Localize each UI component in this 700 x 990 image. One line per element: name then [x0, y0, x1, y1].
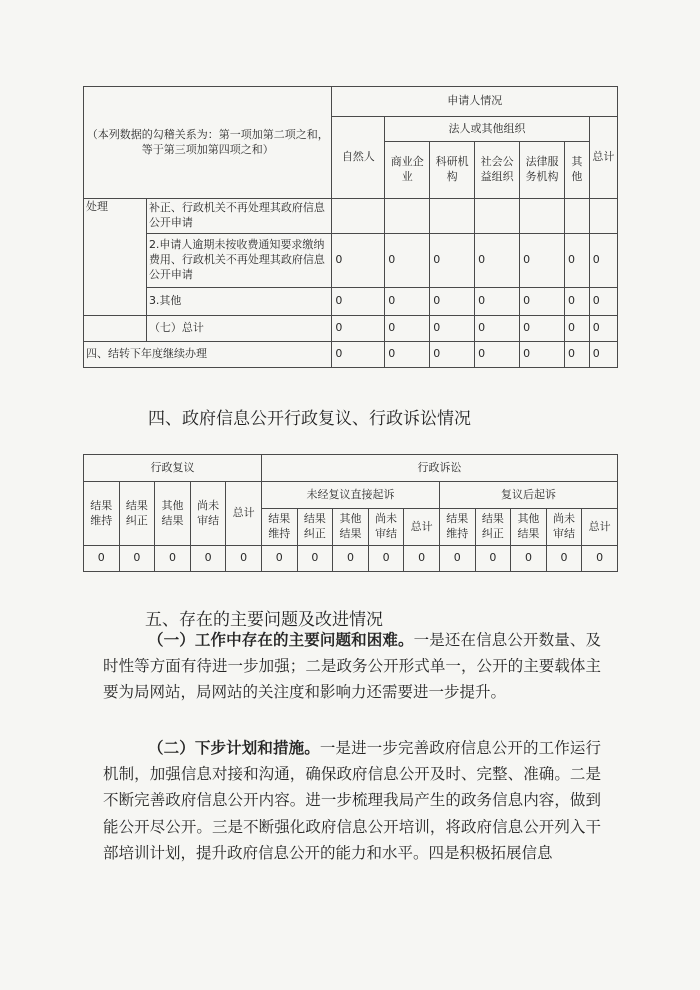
- table-cell: [430, 199, 475, 234]
- table-cell: 0: [226, 546, 262, 572]
- col-header-legal-service: 法律服务机构: [520, 142, 565, 199]
- table-cell: [565, 199, 590, 234]
- col-header: 结果维持: [439, 509, 475, 546]
- table-cell: 0: [520, 316, 565, 342]
- table-cell: 0: [582, 546, 618, 572]
- review-header: 行政复议: [84, 455, 262, 482]
- paragraph-body: 一是进一步完善政府信息公开的工作运行机制，加强信息对接和沟通，确保政府信息公开及时、完整、准确。二是不断完善政府信息公开内容。进一步梳理我局产生的政务信息内容，做到能公开尽公开。三是不断强化政府信息公开培训，将政府信息公开列入干部培训计划，提升政府信息公开的能力和水平。四是积极拓展信息: [103, 739, 601, 862]
- col-header: 总计: [226, 482, 262, 546]
- table-cell: 0: [155, 546, 191, 572]
- applicant-status-header: 申请人情况: [332, 87, 618, 117]
- table-cell: [475, 199, 520, 234]
- table-cell: 0: [333, 546, 369, 572]
- col-header-research: 科研机构: [430, 142, 475, 199]
- paragraph-plans: [103, 735, 601, 866]
- table-cell: 0: [589, 342, 617, 368]
- col-header-public-welfare: 社会公益组织: [475, 142, 520, 199]
- col-header: 结果维持: [261, 509, 297, 546]
- total-header: 总计: [589, 117, 617, 199]
- table-cell: [332, 199, 385, 234]
- table-cell: 0: [368, 546, 404, 572]
- col-header: 尚未审结: [190, 482, 226, 546]
- row-label: 3.其他: [146, 288, 331, 316]
- litigation-header: 行政诉讼: [261, 455, 617, 482]
- section-5-title: 五、存在的主要问题及改进情况: [145, 610, 383, 630]
- table-cell: 0: [565, 234, 590, 288]
- after-review-header: 复议后起诉: [439, 482, 617, 509]
- table-cell: 0: [332, 288, 385, 316]
- table-cell: 0: [385, 234, 430, 288]
- col-header: 其他结果: [333, 509, 369, 546]
- table-cell: 0: [385, 342, 430, 368]
- table-cell: 0: [430, 234, 475, 288]
- table-cell: 0: [385, 316, 430, 342]
- table-cell: 0: [119, 546, 155, 572]
- table-cell: [520, 199, 565, 234]
- col-header: 尚未审结: [368, 509, 404, 546]
- carryover-label: 四、结转下年度继续办理: [84, 342, 332, 368]
- table-cell: 0: [589, 234, 617, 288]
- col-header: 结果纠正: [297, 509, 333, 546]
- col-header: 总计: [582, 509, 618, 546]
- review-litigation-table: [83, 454, 618, 572]
- table-cell: 0: [385, 288, 430, 316]
- col-header: 其他结果: [155, 482, 191, 546]
- subtotal-label: （七）总计: [146, 316, 331, 342]
- table-cell: 0: [511, 546, 547, 572]
- paragraph-problems: [103, 627, 601, 706]
- table-cell: 0: [430, 342, 475, 368]
- table-cell: 0: [332, 234, 385, 288]
- table-cell: 0: [589, 316, 617, 342]
- table-cell: 0: [261, 546, 297, 572]
- paragraph-body: 一是还在信息公开数量、及时性等方面有待进一步加强；二是政务公开形式单一，公开的主要载体主要为局网站，局网站的关注度和影响力还需要进一步提升。: [103, 631, 601, 702]
- table-note: （本列数据的勾稽关系为：第一项加第二项之和，等于第三项加第四项之和）: [84, 87, 332, 199]
- table-cell: 0: [475, 234, 520, 288]
- table-cell: 0: [475, 316, 520, 342]
- section-4-title: 四、政府信息公开行政复议、行政诉讼情况: [148, 409, 471, 429]
- table-cell: 0: [565, 342, 590, 368]
- table-cell: 0: [404, 546, 440, 572]
- table-cell: 0: [520, 288, 565, 316]
- table-cell: 0: [297, 546, 333, 572]
- table-cell: 0: [430, 288, 475, 316]
- col-header: 结果纠正: [475, 509, 511, 546]
- col-header: 总计: [404, 509, 440, 546]
- col-header: 其他结果: [511, 509, 547, 546]
- table-cell: 0: [546, 546, 582, 572]
- table-cell: 0: [439, 546, 475, 572]
- table-cell: 0: [475, 288, 520, 316]
- natural-person-header: 自然人: [332, 117, 385, 199]
- table-cell: 0: [589, 288, 617, 316]
- paragraph-heading: （一）工作中存在的主要问题和困难。: [148, 630, 414, 649]
- table-cell: 0: [475, 342, 520, 368]
- col-header: 结果纠正: [119, 482, 155, 546]
- col-header: 结果维持: [84, 482, 120, 546]
- legal-group-header: 法人或其他组织: [385, 117, 590, 142]
- table-cell: 0: [565, 288, 590, 316]
- row-label: 2.申请人逾期未按收费通知要求缴纳费用、行政机关不再处理其政府信息公开申请: [146, 234, 331, 288]
- application-processing-table: [83, 86, 618, 368]
- table-cell: 0: [332, 316, 385, 342]
- paragraph-heading: （二）下步计划和措施。: [148, 738, 320, 757]
- table-cell: [385, 199, 430, 234]
- direct-suit-header: 未经复议直接起诉: [261, 482, 439, 509]
- col-header: 尚未审结: [546, 509, 582, 546]
- table-cell: 0: [430, 316, 475, 342]
- table-cell: 0: [332, 342, 385, 368]
- table-cell: 0: [565, 316, 590, 342]
- table-cell: 0: [520, 342, 565, 368]
- table-cell: 0: [190, 546, 226, 572]
- col-header-other: 其他: [565, 142, 590, 199]
- col-header-business: 商业企业: [385, 142, 430, 199]
- row-label: 补正、行政机关不再处理其政府信息公开申请: [146, 199, 331, 234]
- processing-label: 处理: [84, 199, 147, 316]
- table-cell: 0: [84, 546, 120, 572]
- table-cell: 0: [475, 546, 511, 572]
- table-cell: 0: [520, 234, 565, 288]
- table-cell: [589, 199, 617, 234]
